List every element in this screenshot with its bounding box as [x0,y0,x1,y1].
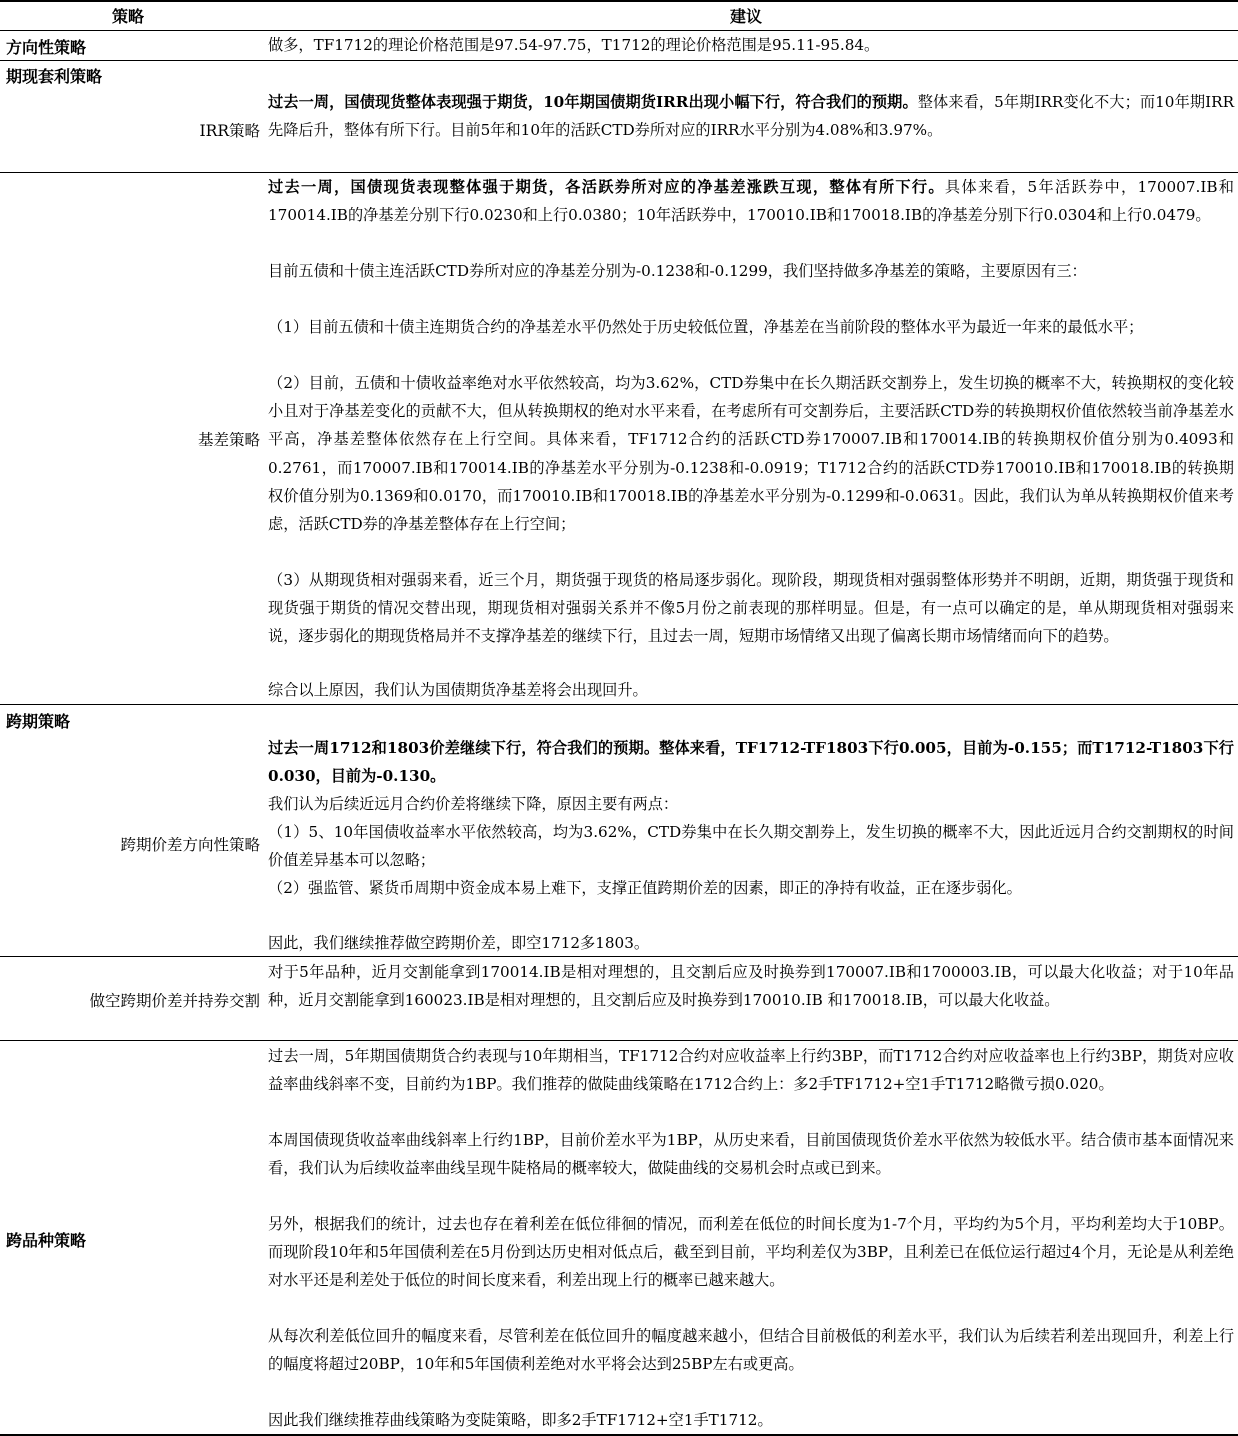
header-strategy: 策略 [112,7,145,26]
row-rule [0,60,1238,61]
cross-p1: 过去一周，5年期国债期货合约表现与10年期相当，TF1712合约对应收益率上行约3BP，而T1712合约对应收益率也上行约3BP，期货对应收益率曲线斜率不变，目前约为1BP。我们推荐的做陡曲线策略在1712合约上：多2手TF1712+空1手T1712略微亏损0.020。 [268,1047,1234,1094]
cross-p2: 本周国债现货收益率曲线斜率上行约1BP，目前价差水平为1BP，从历史来看，目前国债现货价差水平依然为较低水平。结合债市基本面情况来看，我们认为后续收益率曲线呈现牛陡格局的概率较大，做陡曲线的交易机会时点或已到来。 [268,1131,1234,1178]
calendar-p5: 因此，我们继续推荐做空跨期价差，即空1712多1803。 [268,934,650,952]
cross-p4: 从每次利差低位回升的幅度来看，尽管利差在低位回升的幅度越来越小，但结合目前极低的利差水平，我们认为后续若利差出现回升，利差上行的幅度将超过20BP，10年和5年国债利差绝对水平将会达到25BP左右或更高。 [268,1327,1234,1374]
short-spread-text: 对于5年品种，近月交割能拿到170014.IB是相对理想的，且交割后应及时换券到170007.IB和1700003.IB，可以最大化收益；对于10年品种，近月交割能拿到160023.IB是相对理想的，且交割后应及时换券到170010.IB 和170018.IB，可以最大化收益。 [268,963,1234,1010]
section-title-calendar: 跨期策略 [6,712,71,731]
section-title-arbitrage: 期现套利策略 [6,67,103,86]
direction-text: 做多，TF1712的理论价格范围是97.54-97.75，T1712的理论价格范围是95.11-95.84。 [268,36,880,54]
basis-p3: （1）目前五债和十债主连期货合约的净基差水平仍然处于历史较低位置，净基差在当前阶段的整体水平为最近一年来的最低水平； [268,318,1144,336]
irr-text-bold: 过去一周，国债现货整体表现强于期货，10年期国债期货IRR出现小幅下行，符合我们的预期。 [268,93,918,111]
calendar-p3: （1）5、10年国债收益率水平依然较高，均为3.62%，CTD券集中在长久期交割券上，发生切换的概率不大，因此近远月合约交割期权的时间价值差异基本可以忽略； [268,823,1234,870]
row-rule [0,1040,1238,1041]
basis-p2: 目前五债和十债主连活跃CTD券所对应的净基差分别为-0.1238和-0.1299，我们坚持做多净基差的策略，主要原因有三： [268,262,1087,280]
calendar-p2: 我们认为后续近远月合约价差将继续下降，原因主要有两点： [268,795,679,813]
cross-p3: 另外，根据我们的统计，过去也存在着利差在低位徘徊的情况，而利差在低位的时间长度为1-7个月，平均约为5个月，平均利差均大于10BP。而现阶段10年和5年国债利差在5月份到达历史相对低点后，截至到目前，平均利差仅为3BP，且利差已在低位运行超过4个月，无论是从利差绝对水平还是利差处于低位的时间长度来看，利差出现上行的概率已越来越大。 [268,1215,1234,1290]
basis-p1-rest: 具体来看，5年活跃券中，170007.IB和170014.IB的净基差分别下行0.0230和上行0.0380；10年活跃券中，170010.IB和170018.IB的净基差分别下行0.0304和上行0.0479。 [268,178,1234,225]
basis-p1 [268,173,1234,229]
cross-p5: 因此我们继续推荐曲线策略为变陡策略，即多2手TF1712+空1手T1712。 [268,1411,773,1429]
section-title-direction: 方向性策略 [6,38,87,57]
basis-p1-bold: 过去一周，国债现货表现整体强于期货，各活跃券所对应的净基差涨跌互现，整体有所下行。 [268,178,945,196]
irr-strategy-label: IRR策略 [199,122,260,140]
table-top-rule [0,0,1238,2]
calendar-p4: （2）强监管、紧货币周期中资金成本易上难下，支撑正值跨期价差的因素，即正的净持有收益，正在逐步弱化。 [268,879,1022,897]
irr-text [268,88,1234,144]
section-title-cross: 跨品种策略 [6,1231,87,1250]
calendar-direction-label: 跨期价差方向性策略 [120,836,260,854]
basis-strategy-label: 基差策略 [197,431,260,449]
basis-p4: （2）目前，五债和十债收益率绝对水平依然较高，均为3.62%，CTD券集中在长久期活跃交割券上，发生切换的概率不大，转换期权的变化较小且对于净基差变化的贡献不大，但从转换期权的绝对水平来看，在考虑所有可交割券后，主要活跃CTD券的转换期权价值依然较当前净基差水平高，净基差整体依然存在上行空间。具体来看，TF1712合约的活跃CTD券170007.IB和170014.IB的转换期权价值分别为0.4093和0.2761，而170007.IB和170014.IB的净基差水平分别为-0.1238和-0.0919；T1712合约的活跃CTD券170010.IB和170018.IB的转换期权价值分别为0.1369和0.0170，而170010.IB和170018.IB的净基差水平分别为-0.1299和-0.0631。因此，我们认为单从转换期权价值来考虑，活跃CTD券的净基差整体存在上行空间； [268,374,1234,534]
header-advice: 建议 [730,7,763,26]
basis-p5: （3）从期现货相对强弱来看，近三个月，期货强于现货的格局逐步弱化。现阶段，期现货相对强弱整体形势并不明朗，近期，期货强于现货和现货强于期货的情况交替出现，期现货相对强弱关系并不像5月份之前表现的那样明显。但是，有一点可以确定的是，单从期现货相对强弱来说，逐步弱化的期现货格局并不支撑净基差的继续下行，且过去一周，短期市场情绪又出现了偏离长期市场情绪而向下的趋势。 [268,571,1234,646]
short-spread-label: 做空跨期价差并持券交割 [89,992,260,1010]
irr-text-rest: 整体来看，5年期IRR变化不大；而10年期IRR先降后升，整体有所下行。目前5年和10年的活跃CTD券所对应的IRR水平分别为4.08%和3.97%。 [268,93,1235,140]
calendar-p1: 过去一周1712和1803价差继续下行，符合我们的预期。整体来看，TF1712-TF1803下行0.005，目前为-0.155；而T1712-T1803下行0.030，目前为-0.130。 [268,739,1234,786]
basis-p6: 综合以上原因，我们认为国债期货净基差将会出现回升。 [268,681,648,699]
